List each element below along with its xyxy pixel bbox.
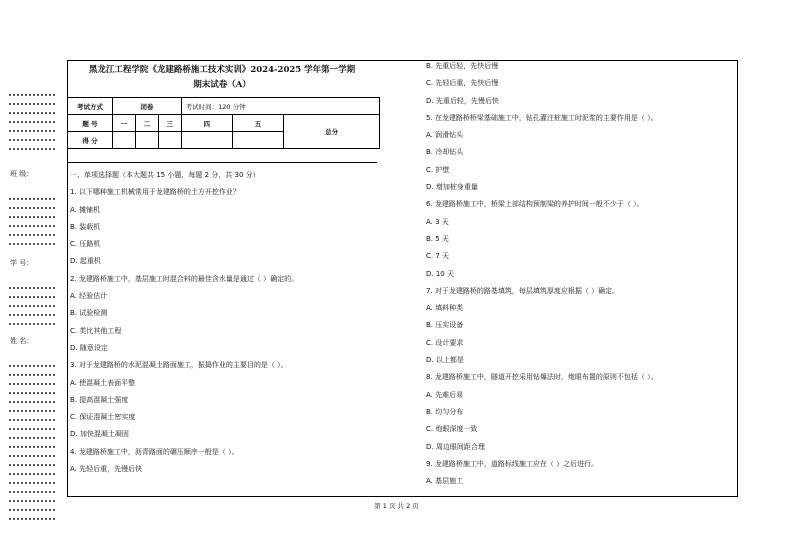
question-column-1: 一 — [113, 115, 136, 132]
seal-dotted-line — [8, 401, 56, 403]
seal-dotted-line — [8, 225, 56, 227]
question-line: D. 周边眼间距合理 — [426, 442, 485, 451]
question-line: C. 7 天 — [426, 252, 450, 261]
total-score-label: 总分 — [284, 115, 380, 149]
question-line: D. 增加桩身重量 — [426, 183, 478, 192]
seal-dotted-line — [8, 198, 56, 200]
seal-dotted-line — [8, 473, 56, 475]
question-line: D. 加快混凝土凝固 — [70, 430, 129, 439]
question-line: B. 提高混凝土强度 — [70, 395, 129, 404]
question-line: A. 使混凝土表面平整 — [70, 378, 136, 387]
seal-class-label: 班 级： — [10, 170, 34, 178]
question-line: 5. 在龙建路桥桥梁基础施工中，钻孔灌注桩施工时泥浆的主要作用是（ ）。 — [426, 113, 658, 122]
question-line: B. 装载机 — [70, 222, 101, 231]
question-line: 8. 龙建路桥施工中，隧道开挖采用钻爆法时，炮眼布置的原则不包括（ ）。 — [426, 373, 658, 382]
seal-dotted-line — [8, 139, 56, 141]
score-cell — [113, 132, 136, 149]
question-line: C. 压路机 — [70, 240, 101, 249]
question-line: B. 均匀分布 — [426, 407, 464, 416]
question-line: 2. 龙建路桥施工中，基层施工时混合料的最佳含水量是通过（ ）确定的。 — [70, 274, 299, 283]
question-line: B. 先重后轻，先快后慢 — [426, 62, 499, 70]
question-line: 9. 龙建路桥施工中，道路标线施工应在（ ）之后进行。 — [426, 459, 599, 468]
seal-dotted-line — [8, 419, 56, 421]
question-line: 1. 以下哪种施工机械常用于龙建路桥的土方开挖作业？ — [70, 188, 240, 197]
question-line: A. 润滑钻头 — [426, 131, 464, 140]
question-line: D. 先重后轻，先慢后快 — [426, 96, 499, 105]
seal-dotted-line — [8, 365, 56, 367]
question-line: 6. 龙建路桥施工中，桥梁上部结构预制梁的养护时间一般不少于（ ）。 — [426, 200, 644, 209]
seal-dotted-line — [8, 103, 56, 105]
question-column-2: 二 — [135, 115, 158, 132]
seal-dotted-line — [8, 243, 56, 245]
seal-dotted-line — [8, 464, 56, 466]
question-column-4: 四 — [181, 115, 232, 132]
seal-student-id-label: 学 号： — [10, 259, 34, 267]
question-column-5: 五 — [232, 115, 283, 132]
seal-dotted-line — [8, 446, 56, 448]
question-line: A. 先轻后重，先慢后快 — [70, 465, 143, 474]
seal-dotted-line — [8, 94, 56, 96]
seal-dotted-line — [8, 323, 56, 325]
question-line: B. 冷却钻头 — [426, 148, 464, 157]
seal-dotted-line — [8, 374, 56, 376]
score-table-row — [68, 115, 380, 132]
question-line: B. 压实设备 — [426, 321, 464, 330]
question-line: D. 起重机 — [70, 257, 101, 266]
seal-dotted-line — [8, 428, 56, 430]
question-line: C. 类比其他工程 — [70, 326, 122, 335]
seal-dotted-line — [8, 121, 56, 123]
exam-method-label: 考试方式 — [68, 98, 113, 115]
question-line: D. 随意设定 — [70, 343, 108, 352]
score-cell — [232, 132, 283, 149]
exam-subtitle: 期末试卷（A） — [193, 80, 251, 90]
seal-dotted-line — [8, 518, 56, 520]
score-cell — [135, 132, 158, 149]
score-table — [67, 97, 380, 149]
exam-title: 黑龙江工程学院《龙建路桥施工技术实训》2024-2025 学年第一学期 — [88, 65, 356, 75]
seal-dotted-line — [8, 491, 56, 493]
page-footer: 第 1 页 共 2 页 — [374, 502, 419, 510]
section-divider — [67, 162, 377, 163]
question-line: A. 填料种类 — [426, 304, 464, 313]
score-cell — [158, 132, 181, 149]
question-line: C. 先轻后重，先快后慢 — [426, 79, 499, 88]
seal-name-label: 姓 名： — [10, 337, 34, 345]
seal-dotted-line — [8, 130, 56, 132]
question-line: 4. 龙建路桥施工中，沥青路面的碾压顺序一般是（ ）。 — [70, 447, 239, 456]
exam-method-value: 闭卷 — [113, 98, 182, 115]
question-line: C. 炮眼深度一致 — [426, 425, 478, 434]
binding-seal-column — [8, 92, 56, 532]
question-line: B. 试验检测 — [70, 309, 108, 318]
seal-dotted-line — [8, 437, 56, 439]
seal-dotted-line — [8, 287, 56, 289]
question-line: A. 基层施工 — [426, 477, 464, 486]
score-cell — [181, 132, 232, 149]
question-no-label: 题 号 — [68, 115, 113, 132]
seal-dotted-line — [8, 216, 56, 218]
seal-dotted-line — [8, 234, 56, 236]
right-question-column — [426, 58, 658, 490]
left-question-column — [70, 167, 298, 478]
question-line: A. 3 天 — [426, 217, 449, 226]
seal-dotted-line — [8, 383, 56, 385]
seal-dotted-line — [8, 392, 56, 394]
seal-dotted-line — [8, 207, 56, 209]
question-line: 3. 对于龙建路桥的水泥混凝土路面施工，振捣作业的主要目的是（ ）。 — [70, 361, 288, 370]
question-line: C. 设计要求 — [426, 338, 464, 347]
seal-dotted-line — [8, 314, 56, 316]
question-column-3: 三 — [158, 115, 181, 132]
seal-dotted-line — [8, 296, 56, 298]
seal-dotted-line — [8, 148, 56, 150]
question-line: A. 经验估计 — [70, 292, 108, 301]
seal-dotted-line — [8, 410, 56, 412]
question-line: C. 保证混凝土密实度 — [70, 413, 136, 422]
seal-dotted-line — [8, 112, 56, 114]
exam-time: 考试时间：120 分钟 — [181, 98, 379, 115]
question-line: 一、单项选择题（本大题共 15 小题，每题 2 分，共 30 分） — [70, 171, 260, 179]
seal-dotted-line — [8, 305, 56, 307]
question-line: A. 先难后易 — [426, 390, 464, 399]
score-table-row — [68, 98, 380, 115]
question-line: D. 以上都是 — [426, 356, 464, 365]
seal-dotted-line — [8, 482, 56, 484]
question-line: C. 护壁 — [426, 165, 450, 174]
score-label: 得 分 — [68, 132, 113, 149]
seal-dotted-line — [8, 455, 56, 457]
question-line: D. 10 天 — [426, 269, 454, 278]
question-line: B. 5 天 — [426, 234, 449, 243]
question-line: 7. 对于龙建路桥的路基填筑，每层填筑厚度应根据（ ）确定。 — [426, 286, 620, 295]
question-line: A. 摊铺机 — [70, 205, 101, 214]
